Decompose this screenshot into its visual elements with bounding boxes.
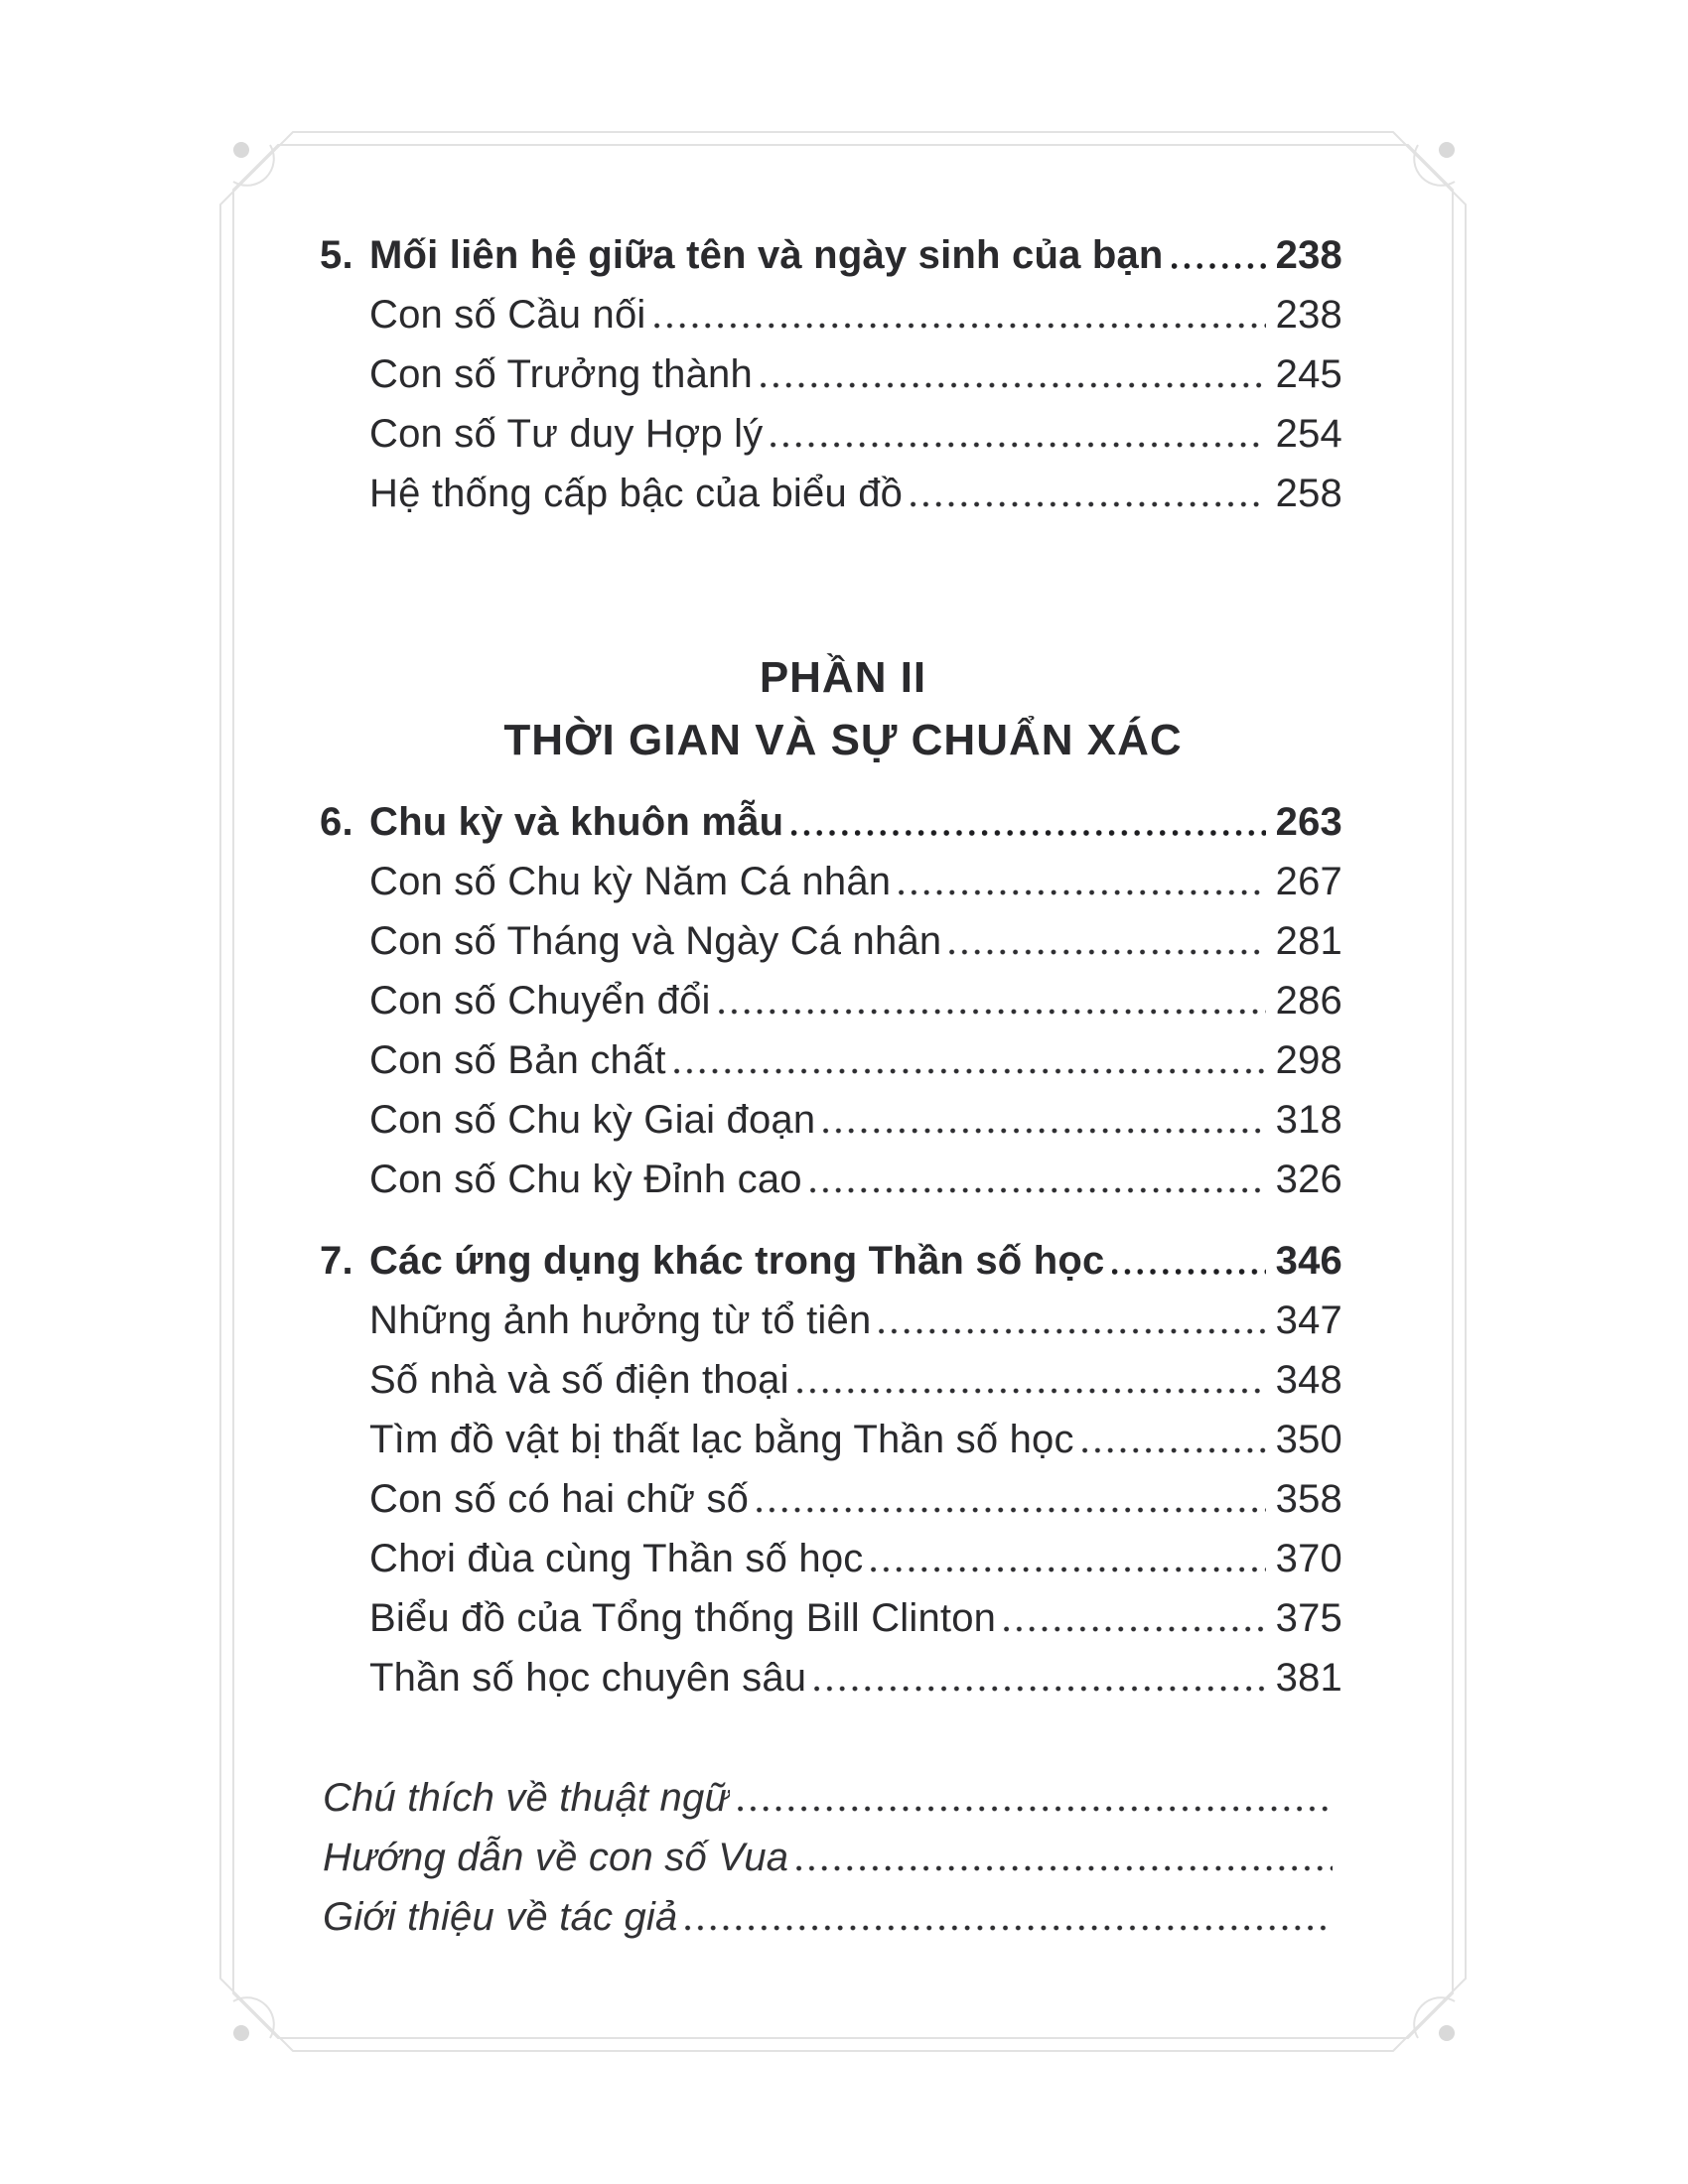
toc-entry-label: Biểu đồ của Tổng thống Bill Clinton bbox=[369, 1596, 997, 1640]
dot-leader bbox=[771, 404, 1265, 464]
toc-entry-label: Con số Chuyển đổi bbox=[369, 979, 711, 1023]
toc-row bbox=[320, 1588, 1342, 1648]
dot-leader bbox=[1172, 225, 1266, 285]
toc-entry-label: Con số Trưởng thành bbox=[369, 352, 753, 396]
page-number: 298 bbox=[1275, 1038, 1342, 1082]
toc-entry-label: Những ảnh hưởng từ tổ tiên bbox=[369, 1298, 872, 1342]
toc-row bbox=[320, 1291, 1342, 1350]
toc-entry-label: Con số Chu kỳ Giai đoạn bbox=[369, 1098, 816, 1142]
page-number: 258 bbox=[1275, 472, 1342, 515]
backmatter-label: Giới thiệu về tác giả bbox=[323, 1895, 678, 1939]
toc-entry-label: Con số Tháng và Ngày Cá nhân bbox=[369, 919, 942, 963]
toc-entry-label: Con số Bản chất bbox=[369, 1038, 666, 1082]
dot-leader bbox=[879, 1291, 1265, 1350]
dot-leader bbox=[871, 1529, 1265, 1588]
page-number: 238 bbox=[1275, 233, 1342, 277]
dot-leader bbox=[1082, 1410, 1266, 1469]
chapter-number: 5. bbox=[320, 233, 353, 277]
page-number: 370 bbox=[1275, 1537, 1342, 1580]
toc-entry-label: Chơi đùa cùng Thần số học bbox=[369, 1537, 864, 1580]
chapter-title: Mối liên hệ giữa tên và ngày sinh của bạn bbox=[369, 233, 1164, 277]
toc-row bbox=[320, 1090, 1342, 1150]
dot-leader bbox=[791, 792, 1265, 852]
dot-leader bbox=[757, 1469, 1266, 1529]
page-number: 245 bbox=[1275, 352, 1342, 396]
dot-leader bbox=[1112, 1231, 1265, 1291]
toc-row bbox=[320, 1469, 1342, 1529]
toc-row-backmatter bbox=[323, 1768, 1342, 1828]
backmatter-label: Chú thích về thuật ngữ bbox=[323, 1776, 731, 1820]
toc-row bbox=[320, 1150, 1342, 1209]
part-2-header bbox=[220, 646, 1466, 771]
chapter-7-block bbox=[320, 1231, 1342, 1707]
chapter-title: Chu kỳ và khuôn mẫu bbox=[369, 800, 784, 844]
toc-entry-label: Tìm đồ vật bị thất lạc bằng Thần số học bbox=[369, 1418, 1074, 1461]
page-number: 326 bbox=[1275, 1158, 1342, 1201]
page-number: 381 bbox=[1275, 1656, 1342, 1700]
dot-leader bbox=[796, 1828, 1333, 1887]
toc-row bbox=[320, 285, 1342, 344]
dot-leader bbox=[654, 285, 1266, 344]
toc-row-chapter-6 bbox=[320, 792, 1342, 852]
dot-leader bbox=[674, 1030, 1266, 1090]
toc-row bbox=[320, 852, 1342, 911]
toc-row bbox=[320, 464, 1342, 523]
toc-row bbox=[320, 1648, 1342, 1707]
part-title: THỜI GIAN VÀ SỰ CHUẨN XÁC bbox=[503, 716, 1183, 764]
dot-leader bbox=[810, 1150, 1266, 1209]
chapter-5-block bbox=[320, 225, 1342, 523]
corner-dot bbox=[233, 2025, 249, 2041]
page-number: 263 bbox=[1275, 800, 1342, 844]
toc-row bbox=[320, 1410, 1342, 1469]
toc-entry-label: Hệ thống cấp bậc của biểu đồ bbox=[369, 472, 904, 515]
corner-dot bbox=[1439, 142, 1455, 158]
page-number: 347 bbox=[1275, 1298, 1342, 1342]
page-number: 286 bbox=[1275, 979, 1342, 1023]
part-kicker: PHẦN II bbox=[759, 653, 927, 702]
toc-row-backmatter bbox=[323, 1887, 1342, 1947]
page-number: 318 bbox=[1275, 1098, 1342, 1142]
backmatter-block bbox=[323, 1768, 1342, 1947]
toc-entry-label: Thần số học chuyên sâu bbox=[369, 1656, 807, 1700]
toc-row bbox=[320, 911, 1342, 971]
page-number: 281 bbox=[1275, 919, 1342, 963]
toc-row bbox=[320, 1529, 1342, 1588]
dot-leader bbox=[738, 1768, 1333, 1828]
toc-row bbox=[320, 404, 1342, 464]
chapter-title: Các ứng dụng khác trong Thần số học bbox=[369, 1239, 1105, 1283]
dot-leader bbox=[761, 344, 1266, 404]
toc-row bbox=[320, 1350, 1342, 1410]
page-number: 350 bbox=[1275, 1418, 1342, 1461]
dot-leader bbox=[814, 1648, 1265, 1707]
dot-leader bbox=[949, 911, 1265, 971]
dot-leader bbox=[1004, 1588, 1266, 1648]
corner-dot bbox=[233, 142, 249, 158]
chapter-6-block bbox=[320, 792, 1342, 1209]
toc-entry-label: Con số Cầu nối bbox=[369, 293, 646, 337]
toc-entry-label: Con số có hai chữ số bbox=[369, 1477, 750, 1521]
page-number: 238 bbox=[1275, 293, 1342, 337]
toc-entry-label: Con số Chu kỳ Năm Cá nhân bbox=[369, 860, 892, 903]
page-number: 254 bbox=[1275, 412, 1342, 456]
backmatter-label: Hướng dẫn về con số Vua bbox=[323, 1836, 789, 1879]
dot-leader bbox=[797, 1350, 1266, 1410]
chapter-number: 7. bbox=[320, 1239, 353, 1283]
toc-row-backmatter bbox=[323, 1828, 1342, 1887]
dot-leader bbox=[685, 1887, 1333, 1947]
toc-row bbox=[320, 1030, 1342, 1090]
dot-leader bbox=[911, 464, 1266, 523]
page-number: 346 bbox=[1275, 1239, 1342, 1283]
page-number: 358 bbox=[1275, 1477, 1342, 1521]
dot-leader bbox=[899, 852, 1265, 911]
chapter-number: 6. bbox=[320, 800, 353, 844]
toc-entry-label: Con số Chu kỳ Đỉnh cao bbox=[369, 1158, 802, 1201]
toc-row bbox=[320, 971, 1342, 1030]
toc-row-chapter-5 bbox=[320, 225, 1342, 285]
page-number: 267 bbox=[1275, 860, 1342, 903]
corner-dot bbox=[1439, 2025, 1455, 2041]
page-number: 375 bbox=[1275, 1596, 1342, 1640]
dot-leader bbox=[823, 1090, 1265, 1150]
page-number: 348 bbox=[1275, 1358, 1342, 1402]
toc-row-chapter-7 bbox=[320, 1231, 1342, 1291]
toc-entry-label: Con số Tư duy Hợp lý bbox=[369, 412, 764, 456]
toc-entry-label: Số nhà và số điện thoại bbox=[369, 1358, 789, 1402]
dot-leader bbox=[719, 971, 1266, 1030]
toc-row bbox=[320, 344, 1342, 404]
